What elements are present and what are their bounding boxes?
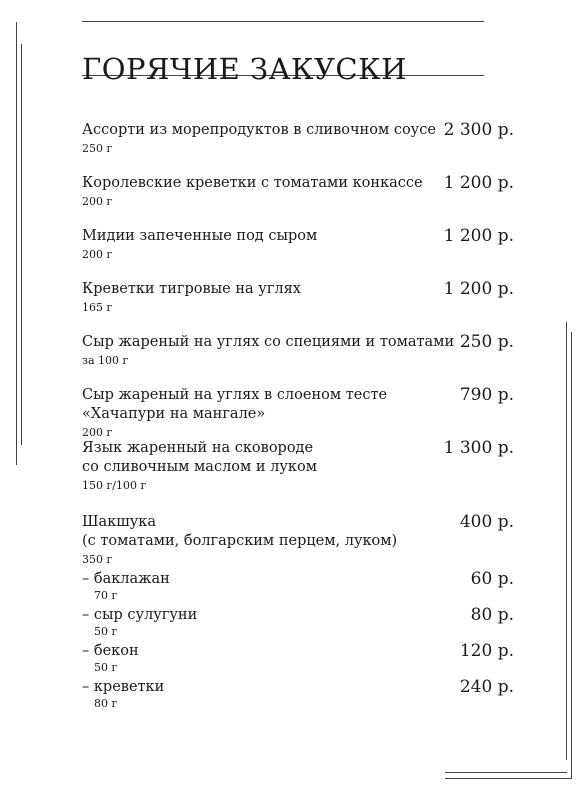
menu-item-price: 1 200 р. <box>443 226 514 246</box>
addon-name: – баклажан <box>82 571 170 587</box>
left-border-outer <box>16 22 17 465</box>
addon-weight: 70 г <box>94 589 118 602</box>
menu-item <box>82 439 514 513</box>
menu-list <box>82 121 514 714</box>
addon-item <box>82 642 514 678</box>
addon-name: – креветки <box>82 679 165 695</box>
bottom-rule-outer <box>445 778 572 779</box>
menu-item-name: Мидии запеченные под сыром <box>82 228 318 244</box>
menu-item-name: Ассорти из морепродуктов в сливочном соусе <box>82 122 436 138</box>
menu-item-weight: 150 г/100 г <box>82 479 147 492</box>
addon-item <box>82 678 514 714</box>
menu-item-name: со сливочным маслом и луком <box>82 459 317 475</box>
addon-price: 240 р. <box>459 677 514 697</box>
menu-item-price: 1 200 р. <box>443 173 514 193</box>
menu-item <box>82 280 514 333</box>
page-title: ГОРЯЧИЕ ЗАКУСКИ <box>82 52 407 87</box>
right-border-outer <box>571 332 572 779</box>
menu-item-name: Шакшука <box>82 514 156 530</box>
menu-items <box>82 121 514 570</box>
addon-items <box>82 570 514 714</box>
menu-item <box>82 513 514 570</box>
menu-item-weight: 165 г <box>82 301 113 314</box>
menu-item-weight: за 100 г <box>82 354 129 367</box>
addon-weight: 50 г <box>94 661 118 674</box>
menu-item-name: Язык жаренный на сковороде <box>82 440 314 456</box>
menu-item-weight: 250 г <box>82 142 113 155</box>
menu-item-name: Королевские креветки с томатами конкассе <box>82 175 423 191</box>
menu-item-name: Сыр жареный на углях в слоеном тесте <box>82 387 388 403</box>
menu-item-price: 250 р. <box>459 332 514 352</box>
left-border-inner <box>21 44 22 445</box>
addon-weight: 50 г <box>94 625 118 638</box>
menu-item-name: Креветки тигровые на углях <box>82 281 301 297</box>
menu-item-weight: 200 г <box>82 248 113 261</box>
right-border-inner <box>566 322 567 760</box>
addon-name: – бекон <box>82 643 139 659</box>
addon-name: – сыр сулугуни <box>82 607 198 623</box>
menu-item-weight: 200 г <box>82 195 113 208</box>
menu-item-name: Сыр жареный на углях со специями и томатами <box>82 334 455 350</box>
menu-item-price: 400 р. <box>459 512 514 532</box>
addon-item <box>82 606 514 642</box>
menu-item-price: 1 200 р. <box>443 279 514 299</box>
menu-item <box>82 227 514 280</box>
addon-item <box>82 570 514 606</box>
addon-price: 80 р. <box>470 605 514 625</box>
addon-price: 120 р. <box>459 641 514 661</box>
menu-item-weight: 200 г <box>82 426 113 439</box>
menu-item <box>82 386 514 439</box>
menu-item-price: 1 300 р. <box>443 438 514 458</box>
bottom-rule-inner <box>445 772 567 773</box>
addon-weight: 80 г <box>94 697 118 710</box>
menu-item-weight: 350 г <box>82 553 113 566</box>
menu-item-name: «Хачапури на мангале» <box>82 406 266 422</box>
menu-item-name: (с томатами, болгарским перцем, луком) <box>82 533 398 549</box>
menu-item <box>82 174 514 227</box>
top-rule <box>82 21 484 22</box>
menu-item-price: 2 300 р. <box>443 120 514 140</box>
menu-item <box>82 121 514 174</box>
menu-item-price: 790 р. <box>459 385 514 405</box>
addon-price: 60 р. <box>470 569 514 589</box>
menu-item <box>82 333 514 386</box>
